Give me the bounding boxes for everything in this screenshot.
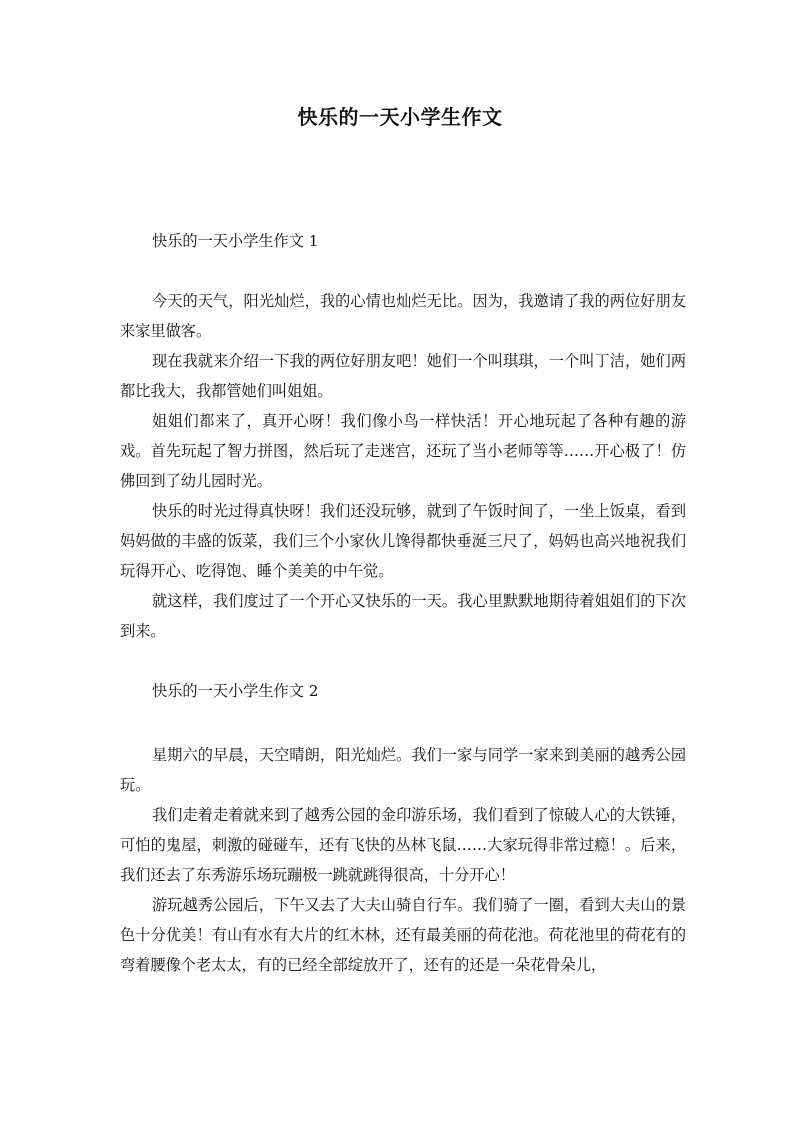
paragraph: 今天的天气，阳光灿烂，我的心情也灿烂无比。因为，我邀请了我的两位好朋友来家里做客。 xyxy=(120,292,686,340)
spacer xyxy=(120,256,686,286)
spacer xyxy=(120,706,686,740)
section-heading: 快乐的一天小学生作文 1 xyxy=(152,232,319,250)
paragraph: 姐姐们都来了，真开心呀！我们像小鸟一样快活！开心地玩起了各种有趣的游戏。首先玩起了智力拼图，然后玩了走迷宫，还玩了当小老师等等……开心极了！仿佛回到了幼儿园时光。 xyxy=(120,412,686,490)
paragraph: 就这样，我们度过了一个开心又快乐的一天。我心里默默地期待着姐姐们的下次到来。 xyxy=(120,592,686,640)
document-body xyxy=(120,226,686,980)
paragraph: 快乐的时光过得真快呀！我们还没玩够，就到了午饭时间了，一坐上饭桌，看到妈妈做的丰盛的饭菜，我们三个小家伙儿馋得都快垂涎三尺了，妈妈也高兴地祝我们玩得开心、吃得饱、睡个美美的中午觉。 xyxy=(120,502,686,580)
paragraph: 游玩越秀公园后，下午又去了大夫山骑自行车。我们骑了一圈，看到大夫山的景色十分优美！有山有水有大片的红木林，还有最美丽的荷花池。荷花池里的荷花有的弯着腰像个老太太，有的已经全部绽放开了，还有的还是一朵花骨朵儿， xyxy=(120,896,686,974)
document-title: 快乐的一天小学生作文 xyxy=(297,105,503,129)
paragraph: 现在我就来介绍一下我的两位好朋友吧！她们一个叫琪琪，一个叫丁洁，她们两都比我大，我都管她们叫姐姐。 xyxy=(120,352,686,400)
spacer xyxy=(120,646,686,676)
paragraph: 我们走着走着就来到了越秀公园的金印游乐场，我们看到了惊破人心的大铁锤，可怕的鬼屋，刺激的碰碰车，还有飞快的丛林飞鼠……大家玩得非常过瘾！。后来，我们还去了东秀游乐场玩蹦极一跳就跳得很高，十分开心！ xyxy=(120,806,686,884)
section-heading: 快乐的一天小学生作文 2 xyxy=(152,682,319,700)
paragraph: 星期六的早晨，天空晴朗，阳光灿烂。我们一家与同学一家来到美丽的越秀公园玩。 xyxy=(120,746,686,794)
